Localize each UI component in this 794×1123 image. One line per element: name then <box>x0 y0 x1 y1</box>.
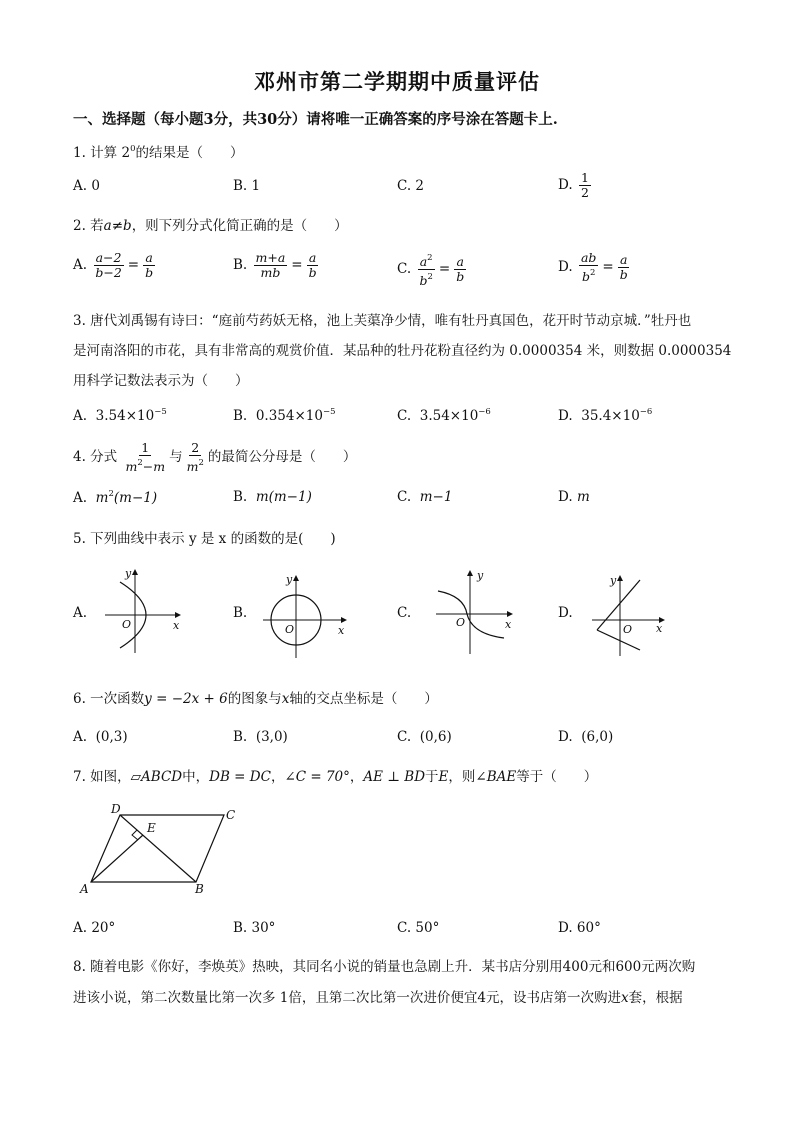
q5-graph-a <box>100 565 190 659</box>
line-two <box>597 630 640 650</box>
question-6-stem: 6. 一次函数y = −2x + 6的图象与x轴的交点坐标是（ ） <box>73 691 438 707</box>
q6-option-c: C. (0,6) <box>397 729 452 745</box>
q1-option-b: B. 1 <box>233 178 261 194</box>
q6-option-b: B. (3,0) <box>233 729 288 745</box>
y-axis-label: y <box>477 569 484 582</box>
y-axis-label: y <box>610 574 617 587</box>
q5-graph-b <box>258 572 358 666</box>
question-4-stem: 4. 分式 $\frac{1}{m^2-m}$ 与 $\frac{2}{m^2}$ 的最简公分母是（ ） <box>73 440 357 474</box>
q3-option-b: B. $0.354\times 10^{-5}$ <box>233 407 336 424</box>
q1-option-a: A. 0 <box>73 178 100 194</box>
x-axis-label: x <box>505 618 512 631</box>
x-axis-label: x <box>338 624 345 637</box>
q3-option-d: D. $35.4\times 10^{-6}$ <box>558 407 653 424</box>
q5-graph-c <box>432 566 522 660</box>
q3-option-a: A. $3.54\times 10^{-5}$ <box>73 407 167 424</box>
q5-graph-d <box>590 572 680 666</box>
q6-option-d: D. (6,0) <box>558 729 614 745</box>
q2-option-d: D. $\frac{ab}{b^2}$ = $\frac{a}{b}$ <box>558 250 628 284</box>
origin-label: O <box>623 623 633 636</box>
q5-option-b: B. <box>233 605 248 621</box>
segment-ae <box>91 835 143 882</box>
right-angle-mark <box>132 830 138 840</box>
question-3-line-3: 用科学记数法表示为（ ） <box>73 373 249 389</box>
q3-option-c: C. $3.54\times 10^{-6}$ <box>397 407 491 424</box>
vertex-a-label: A <box>80 882 89 896</box>
x-axis-label: x <box>656 622 663 635</box>
q2-option-a: A. $\frac{a-2}{b-2}$ = $\frac{a}{b}$ <box>73 250 154 280</box>
question-1-stem: 1. 计算 $2^0$的结果是（ ） <box>73 144 244 161</box>
q1-option-c: C. 2 <box>397 178 425 194</box>
q2-option-b: B. $\frac{m+a}{mb}$ = $\frac{a}{b}$ <box>233 250 317 280</box>
q4-option-d: D. m <box>558 489 590 505</box>
question-2-stem: 2. 若a≠b，则下列分式化简正确的是（ ） <box>73 218 348 234</box>
vertex-c-label: C <box>226 808 236 822</box>
q7-option-b: B. 30° <box>233 920 276 936</box>
q7-option-a: A. 20° <box>73 920 116 936</box>
point-e-label: E <box>147 821 156 835</box>
page-title: 邓州市第二学期期中质量评估 <box>254 69 540 94</box>
line-one <box>597 580 640 630</box>
question-8-line-2: 进该小说，第二次数量比第一次多 1倍，且第二次比第一次进价便宜4元，设书店第一次购进x套，根据 <box>73 990 683 1006</box>
question-3-line-2: 是河南洛阳的市花，具有非常高的观赏价值．某品种的牡丹花粉直径约为 0.0000354 米，则数据 0.0000354 <box>73 343 732 359</box>
vertex-d-label: D <box>111 802 121 816</box>
question-7-stem: 7. 如图，▱ABCD中，DB = DC，∠C = 70°，AE ⊥ BD于E，则∠BAE等于（ ） <box>73 769 598 785</box>
question-5-stem: 5. 下列曲线中表示 y 是 x 的函数的是( ) <box>73 531 336 547</box>
q5-option-a: A. <box>73 605 88 621</box>
x-axis-label: x <box>173 619 180 632</box>
origin-label: O <box>285 623 295 636</box>
q7-option-d: D. 60° <box>558 920 601 936</box>
question-8-line-1: 8. 随着电影《你好，李焕英》热映，其同名小说的销量也急剧上升．某书店分别用400元和600元两次购 <box>73 959 696 975</box>
q2-option-c: C. $\frac{a^2}{b^2}$ = $\frac{a}{b}$ <box>397 253 465 288</box>
vertex-b-label: B <box>195 882 204 896</box>
q6-option-a: A. (0,3) <box>73 729 128 745</box>
origin-label: O <box>456 616 466 629</box>
q7-parallelogram-figure <box>76 800 256 904</box>
y-axis-label: y <box>286 573 293 586</box>
q1-option-d: D. $\frac{1}{2}$ <box>558 170 589 200</box>
q7-option-c: C. 50° <box>397 920 440 936</box>
question-3-line-1: 3. 唐代刘禹锡有诗曰：“庭前芍药妖无格，池上芙蕖净少情，唯有牡丹真国色，花开时节动京城．”牡丹也 <box>73 313 692 329</box>
q4-option-a: A. $m^2(m-1)$ <box>73 489 158 506</box>
origin-label: O <box>122 618 132 631</box>
q4-option-b: B. m(m−1) <box>233 489 312 505</box>
q5-option-d: D. <box>558 605 573 621</box>
section-heading: 一、选择题（每小题3分，共30分）请将唯一正确答案的序号涂在答题卡上. <box>73 111 558 128</box>
q4-option-c: C. m−1 <box>397 489 453 505</box>
q5-option-c: C. <box>397 605 412 621</box>
y-axis-label: y <box>125 567 132 580</box>
diagonal-db <box>120 815 196 882</box>
